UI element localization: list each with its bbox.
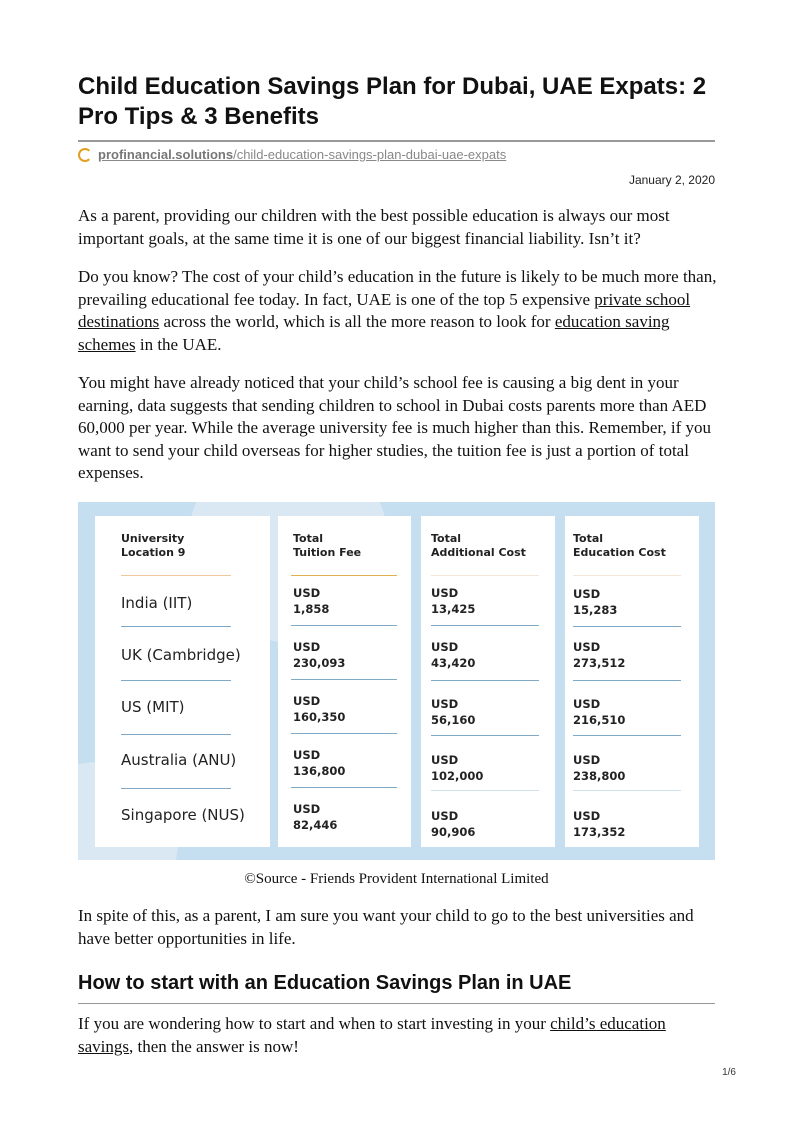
tuition-column: Total Tuition Fee USD 1,858 USD 230,093 USD 160,350 USD 136,800 USD 82,446 [278,516,411,847]
paragraph: If you are wondering how to start and when to start investing in your child’s education savings, then the answer is now! [78,1014,666,1056]
site-logo-icon [78,148,92,162]
paragraph: You might have already noticed that your child’s school fee is causing a big dent in your earning, data suggests that sending children to school in Dubai costs parents more than AED 60,000 per year. While the average university fee is much higher than this. Remember, if you want to send your child overseas for higher studies, the tuition fee is just a portion of total expenses. [78,373,712,482]
page-title: Child Education Savings Plan for Dubai, UAE Expats: 2 Pro Tips & 3 Benefits [78,73,707,130]
paragraph: In spite of this, as a parent, I am sure you want your child to go to the best universities and have better opportunities in life. [78,906,694,948]
paragraph: As a parent, providing our children with the best possible education is always our most important goals, at the same time it is one of our biggest financial liability. Isn’t it? [78,206,670,248]
divider [78,140,715,142]
section-heading: How to start with an Education Savings Plan in UAE [78,972,572,994]
child-education-savings-link[interactable]: child’s education savings [78,1014,666,1056]
source-url [78,147,506,162]
source-link[interactable]: profinancial.solutions/child-education-savings-plan-dubai-uae-expats [98,147,507,162]
private-school-link[interactable]: private school destinations [78,289,691,331]
page-number: 1/6 [722,1067,736,1078]
divider [78,1003,715,1004]
additional-cost-column: Total Additional Cost USD 13,425 USD 43,420 USD 56,160 USD 102,000 USD 90,906 [421,516,555,847]
paragraph: Do you know? The cost of your child’s education in the future is likely to be much more than, prevailing educational fee today. In fact, UAE is one of the top 5 expensive private school destinations across the world, which is all the more reason to look for education saving schemes in the UAE. [78,267,717,354]
education-saving-link[interactable]: education saving schemes [78,312,670,354]
total-cost-column: Total Education Cost USD 15,283 USD 273,512 USD 216,510 USD 238,800 USD 173,352 [565,516,699,847]
publish-date: January 2, 2020 [628,173,715,187]
location-column: University Location 9 India (IIT) UK (Cambridge) US (MIT) Australia (ANU) Singapore (NUS) [95,516,270,847]
image-caption: ©Source - Friends Provident International Limited [244,871,549,887]
education-cost-table-image [78,502,715,860]
